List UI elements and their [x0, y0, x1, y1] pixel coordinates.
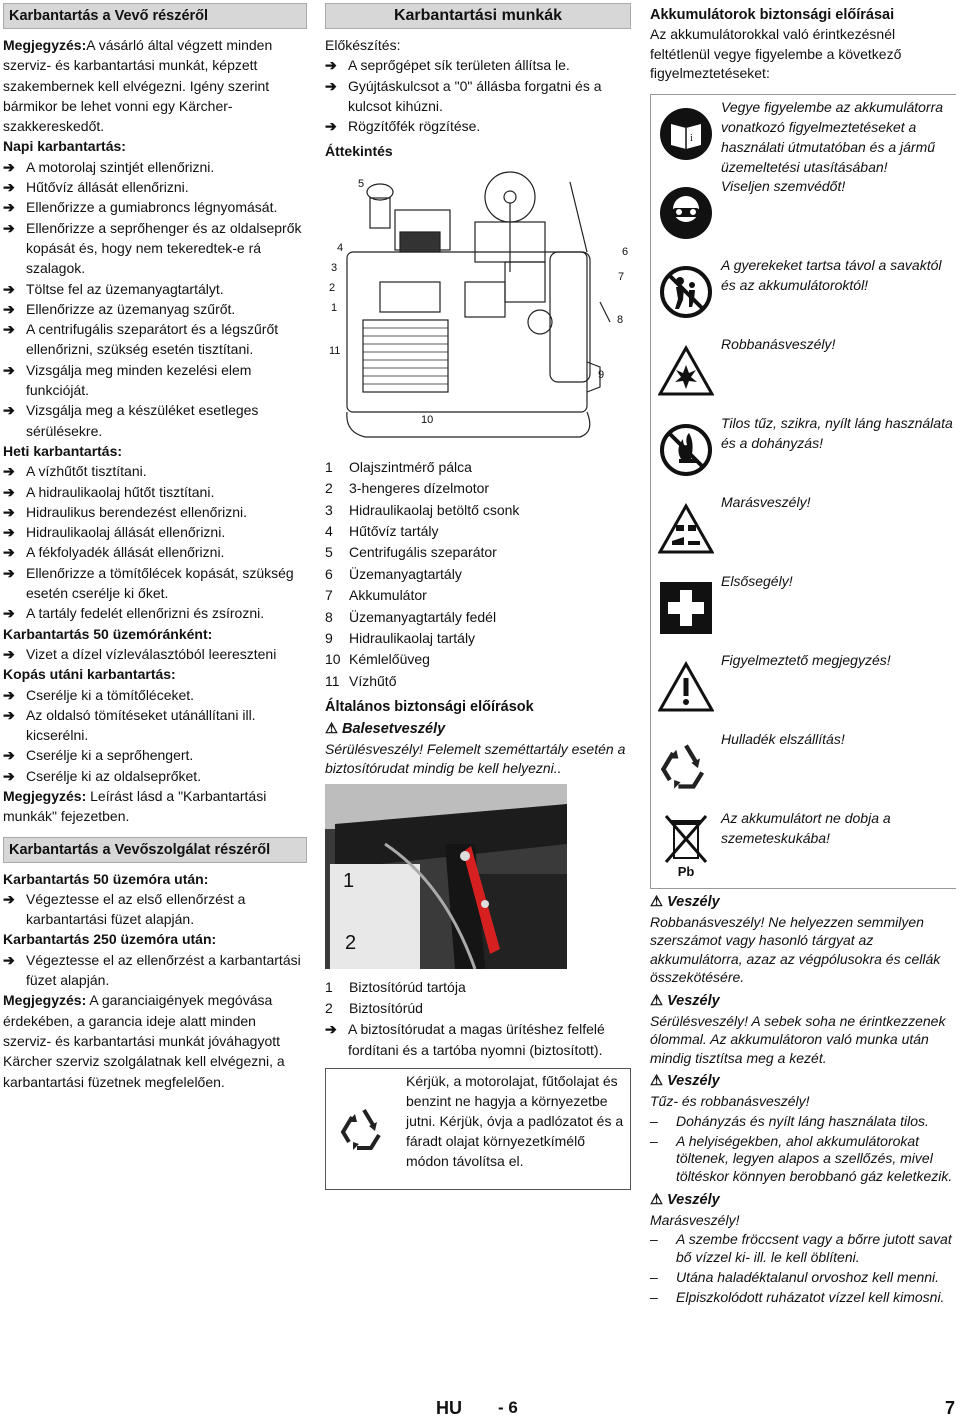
list-item: ➔ Hűtővíz állását ellenőrizni.: [3, 177, 307, 197]
s50-title: Karbantartás 50 üzemóra után:: [3, 870, 209, 887]
list-item: ➔ Hidraulikaolaj állását ellenőrizni.: [3, 522, 307, 542]
photo-label: 1: [343, 869, 355, 892]
battery-intro: Az akkumulátorokkal való érintkezésnél feltétlenül vegye figyelembe a következő figyelmeztetéseket:: [650, 26, 902, 82]
list-item: – Utána haladéktalanul orvoshoz kell menni.: [650, 1269, 940, 1286]
list-item: ➔ Cserélje ki az oldalseprőket.: [3, 766, 307, 786]
footer-page-right: 7: [945, 1398, 956, 1418]
callout-label: 5: [358, 177, 365, 190]
arrow-icon: ➔: [3, 686, 15, 703]
note-paragraph: Megjegyzés:A vásárló által végzett minden szerviz- és karbantartási munkát, képzett szakembernek kell elvégezni. Igény szerint bármikor be lehet vonni egy Kärcher-szakkereskedőt.: [3, 37, 273, 135]
injury-text: Sérülésveszély! Felemelt szeméttartály esetén a biztosítórudat mindig be kell helyezni..: [325, 740, 626, 776]
list-item: ➔ Az oldalsó tömítéseket utánállítani ill. kicserélni.: [3, 706, 256, 744]
recycle-text: Kérjük, a motorolajat, fűtőolajat és benzint ne hagyja a környezetbe jutni. Kérjük, óvja a padlózatot és a fáradt olajat környezetkímélő módon távolítsa el.: [406, 1072, 624, 1169]
s250-title: Karbantartás 250 üzemóra után:: [3, 931, 217, 948]
list-item: ➔ Gyújtáskulcsot a "0" állásba forgatni és a kulcsot kihúzni.: [325, 77, 602, 114]
callout-label: 11: [329, 344, 341, 357]
callout-label: 6: [622, 245, 629, 258]
manual-icon: [651, 95, 721, 174]
callout-label: 2: [329, 281, 336, 294]
arrow-icon: ➔: [3, 361, 15, 378]
safety-title: Általános biztonsági előírások: [325, 699, 534, 716]
symbol-row: Elsősegély!: [651, 569, 956, 648]
overview-legend: [325, 457, 631, 692]
arrow-icon: ➔: [3, 300, 15, 317]
goggles-icon: [651, 174, 721, 253]
legend-item: 9 Hidraulikaolaj tartály: [325, 630, 476, 647]
wear-title: Kopás utáni karbantartás:: [3, 666, 176, 683]
legend-item: 2 3-hengeres dízelmotor: [325, 480, 490, 497]
weekly-title: Heti karbantartás:: [3, 442, 123, 459]
symbol-row: Robbanásveszély!: [651, 332, 956, 411]
callout-label: 4: [337, 241, 344, 254]
note-paragraph: Megjegyzés: Leírást lásd a "Karbantartási munkák" fejezetben.: [3, 787, 267, 825]
list-item: ➔ Végeztesse el az első ellenőrzést a karbantartási füzet alapján.: [3, 890, 246, 928]
arrow-icon: ➔: [3, 564, 15, 581]
callout-label: 8: [617, 313, 624, 326]
recycle-icon: [326, 1069, 402, 1189]
symbol-row: Hulladék elszállítás!: [651, 727, 956, 806]
list-item: ➔ Cserélje ki a tömítőléceket.: [3, 685, 307, 705]
recycle-notice: [325, 1068, 631, 1190]
section-title-service: Karbantartás a Vevőszolgálat részéről: [3, 837, 307, 863]
danger-heading: ⚠ Veszély: [650, 891, 956, 913]
symbol-row: Marásveszély!: [651, 490, 956, 569]
prep-title: Előkészítés:: [325, 37, 401, 53]
warning-icon: [651, 648, 721, 727]
photo-label: 2: [345, 931, 357, 954]
list-item: ➔ Vizet a dízel vízleválasztóból leereszteni: [3, 644, 307, 664]
legend-item: 2 Biztosítórúd: [325, 999, 423, 1016]
danger-text: Tűz- és robbanásveszély!: [650, 1093, 810, 1110]
danger-heading: ⚠ Veszély: [650, 1189, 956, 1211]
column-left: [3, 0, 307, 1092]
arrow-icon: ➔: [325, 77, 337, 94]
symbol-row: i Vegye figyelembe az akkumulátorra vonatkozó figyelmeztetéseket a használati útmutatóban és a jármű üzemeltetési utasításában!: [651, 95, 956, 174]
list-item: ➔ Végeztesse el az ellenőrzést a karbantartási füzet alapján.: [3, 951, 301, 989]
warning-icon: ⚠: [650, 893, 663, 910]
column-right: [650, 0, 956, 1307]
arrow-icon: ➔: [3, 280, 15, 297]
photo-illustration: [325, 784, 567, 969]
arrow-icon: ➔: [3, 747, 15, 764]
symbol-row: Pb Az akkumulátort ne dobja a szemeteskukába!: [651, 806, 956, 888]
recycle-icon: [651, 727, 721, 806]
arrow-icon: ➔: [325, 118, 337, 135]
section-title-customer-maintenance: Karbantartás a Vevő részéről: [3, 3, 307, 29]
warning-icon: ⚠: [650, 1191, 663, 1208]
children-icon: [651, 253, 721, 332]
list-item: ➔ Ellenőrizze a seprőhenger és az oldalseprők kopását és, hogy nem tekeredtek-e rá szalagok.: [3, 219, 302, 277]
arrow-icon: ➔: [3, 524, 15, 541]
symbol-row: A gyerekeket tartsa távol a savaktól és az akkumulátoroktól!: [651, 253, 956, 332]
list-item: – A helyiségekben, ahol akkumulátorokat töltenek, legyen alapos a szellőzés, mivel töltéskor könnyen berobbanó gáz keletkezik.: [650, 1132, 953, 1185]
legend-item: 10 Kémlelőüveg: [325, 651, 430, 668]
battery-title: Akkumulátorok biztonsági előírásai: [650, 7, 895, 23]
corrosive-icon: [651, 490, 721, 569]
list-item: – A szembe fröccsent vagy a bőrre jutott savat bő vízzel ki- ill. le kell öblíteni.: [650, 1231, 952, 1266]
pb-label: Pb: [677, 864, 695, 880]
first-aid-icon: [651, 569, 721, 648]
list-item: ➔ A hidraulikaolaj hűtőt tisztítani.: [3, 482, 307, 502]
h50-title: Karbantartás 50 üzemóránként:: [3, 625, 213, 642]
callout-label: 10: [421, 413, 434, 426]
legend-item: 1 Biztosítórúd tartója: [325, 978, 466, 995]
note-paragraph: Megjegyzés: A garanciaigények megóvása érdekében, a garancia ideje alatt minden szerviz- és karbantartási munkát jóváhagyott Kärcher szerviz szolgálatnak kell elvégezni, a karbantartási füzetnek megfelelően.: [3, 992, 285, 1090]
list-item: ➔ A fékfolyadék állását ellenőrizni.: [3, 542, 307, 562]
photo-legend: [325, 977, 631, 1020]
legend-item: 1 Olajszintmérő pálca: [325, 458, 472, 475]
list-item: ➔ Cserélje ki a seprőhengert.: [3, 745, 307, 765]
legend-item: 11 Vízhűtő: [325, 672, 397, 689]
list-item: ➔ Ellenőrizze a tömítőlécek kopását, szükség esetén cserélje ki őket.: [3, 564, 294, 602]
svg-text:i: i: [690, 133, 693, 145]
battery-symbol-table: [650, 94, 956, 889]
arrow-icon: ➔: [3, 503, 15, 520]
list-item: ➔ Rögzítőfék rögzítése.: [325, 116, 631, 136]
bin-icon: [651, 806, 721, 888]
danger-text: Robbanásveszély! Ne helyezzen semmilyen szerszámot vagy hasonló tárgyat az akkumulátorra, azaz az végpólusokra és cellák összekötésére.: [650, 913, 941, 986]
arrow-icon: ➔: [3, 199, 15, 216]
list-item: ➔ Hidraulikus berendezést ellenőrizni.: [3, 502, 307, 522]
section-title-maintenance-work: Karbantartási munkák: [325, 3, 631, 29]
list-item: ➔ Vizsgálja meg a készüléket esetleges sérülésekre.: [3, 402, 259, 439]
arrow-icon: ➔: [3, 890, 15, 907]
list-item: – Dohányzás és nyílt láng használata tilos.: [650, 1112, 929, 1129]
daily-list: [3, 157, 307, 441]
warning-icon: ⚠: [325, 720, 338, 737]
list-item: ➔ A biztosítórudat a magas ürítéshez felfelé fordítani és a tartóba nyomni (biztosított).: [325, 1021, 605, 1058]
legend-item: 6 Üzemanyagtartály: [325, 565, 462, 582]
arrow-icon: ➔: [325, 57, 337, 74]
legend-item: 7 Akkumulátor: [325, 587, 427, 604]
list-item: ➔ Ellenőrizze a gumiabroncs légnyomását.: [3, 197, 307, 217]
list-item: ➔ A centrifugális szeparátort és a légszűrőt ellenőrizni, szükség esetén tisztítani.: [3, 321, 279, 358]
callout-label: 7: [618, 270, 625, 283]
footer-page-number: - 6: [498, 1398, 518, 1417]
arrow-icon: ➔: [3, 158, 15, 175]
explosion-icon: [651, 332, 721, 411]
arrow-icon: ➔: [3, 402, 15, 419]
arrow-icon: ➔: [3, 605, 15, 622]
column-middle: [325, 0, 631, 1190]
danger-heading: ⚠ Veszély: [650, 990, 956, 1012]
legend-item: 4 Hűtővíz tartály: [325, 523, 439, 539]
no-fire-icon: [651, 411, 721, 490]
arrow-icon: ➔: [3, 951, 15, 968]
callout-label: 3: [331, 261, 338, 274]
machine-line-art: [325, 162, 631, 457]
arrow-icon: ➔: [3, 321, 15, 338]
arrow-icon: ➔: [3, 767, 15, 784]
legend-item: 8 Üzemanyagtartály fedél: [325, 608, 497, 625]
list-item: ➔ A motorolaj szintjét ellenőrizni.: [3, 157, 307, 177]
legend-item: 5 Centrifugális szeparátor: [325, 544, 497, 561]
arrow-icon: ➔: [3, 179, 15, 196]
arrow-icon: ➔: [3, 706, 15, 723]
arrow-icon: ➔: [3, 645, 15, 662]
arrow-icon: ➔: [3, 219, 15, 236]
weekly-list: [3, 461, 307, 623]
danger-heading: ⚠ Veszély: [650, 1070, 956, 1092]
arrow-icon: ➔: [325, 1021, 337, 1038]
list-item: ➔ A vízhűtőt tisztítani.: [3, 461, 307, 481]
safety-rod-photo: [325, 784, 567, 969]
callout-label: 1: [331, 301, 338, 314]
arrow-icon: ➔: [3, 483, 15, 500]
danger-text: Sérülésveszély! A sebek soha ne érintkezzenek ólommal. Az akkumulátoron való munka után mindig tisztítsa meg a kezét.: [650, 1012, 946, 1066]
footer-language: HU: [436, 1398, 462, 1418]
symbol-row: Tilos tűz, szikra, nyílt láng használata és a dohányzás!: [651, 411, 956, 490]
symbol-row: Viseljen szemvédőt!: [651, 174, 956, 253]
list-item: ➔ A seprőgépet sík területen állítsa le.: [325, 55, 631, 75]
list-item: ➔ A tartály fedelét ellenőrizni és zsírozni.: [3, 603, 307, 623]
list-item: ➔ Ellenőrizze az üzemanyag szűrőt.: [3, 299, 307, 319]
accident-warning: ⚠ Balesetveszély: [325, 718, 631, 740]
daily-title: Napi karbantartás:: [3, 138, 126, 155]
callout-label: 9: [598, 368, 605, 381]
legend-item: 3 Hidraulikaolaj betöltő csonk: [325, 501, 520, 518]
machine-overview-drawing: [325, 162, 631, 457]
overview-title: Áttekintés: [325, 143, 393, 160]
arrow-icon: ➔: [3, 544, 15, 561]
warning-icon: ⚠: [650, 1073, 663, 1090]
symbol-row: Figyelmeztető megjegyzés!: [651, 648, 956, 727]
list-item: ➔ Vizsgálja meg minden kezelési elem funkcióját.: [3, 361, 252, 399]
wear-list: [3, 685, 307, 786]
list-item: – Elpiszkolódott ruházatot vízzel kell kimosni.: [650, 1288, 945, 1305]
warning-icon: ⚠: [650, 992, 663, 1009]
danger-text: Marásveszély!: [650, 1211, 740, 1228]
arrow-icon: ➔: [3, 463, 15, 480]
list-item: ➔ Töltse fel az üzemanyagtartályt.: [3, 279, 307, 299]
